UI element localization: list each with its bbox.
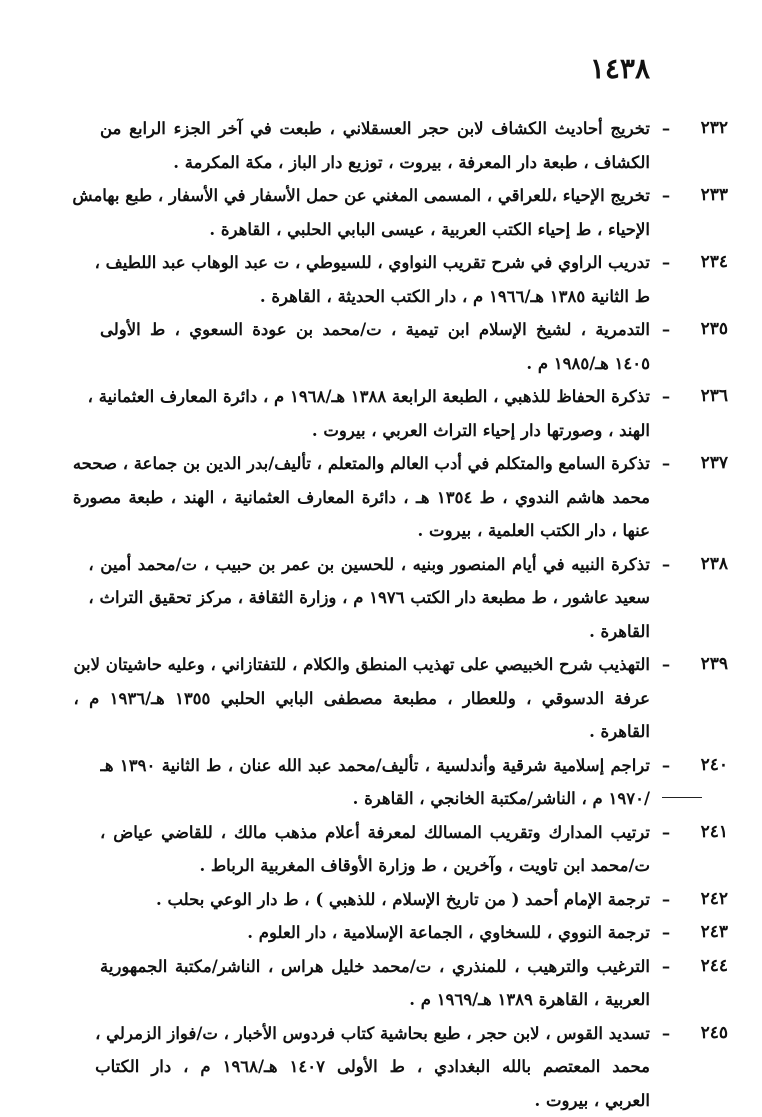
- entry-line: تذكرة الحفاظ للذهبي ، الطبعة الرابعة ١٣٨٨ هـ/١٩٦٨ م ، دائرة المعارف العثمانية ،: [88, 380, 650, 414]
- entry-line: تدريب الراوي في شرح تقريب النواوي ، للسيوطي ، ت عبد الوهاب عبد اللطيف ،: [95, 246, 650, 280]
- entry-number: ٢٤٣: [682, 916, 728, 950]
- entry-dash: –: [650, 380, 682, 414]
- entry-line: الكشاف ، طبعة دار المعرفة ، بيروت ، توزيع دار الباز ، مكة المكرمة .: [100, 146, 650, 180]
- entry-dash: –: [650, 179, 682, 213]
- entry-line: محمد هاشم الندوي ، ط ١٣٥٤ هـ ، دائرة المعارف العثمانية ، الهند ، طبعة مصورة: [73, 481, 650, 515]
- entry-line: ط الثانية ١٣٨٥ هـ/١٩٦٦ م ، دار الكتب الحديثة ، القاهرة .: [95, 280, 650, 314]
- entry-line: ترجمة النووي ، للسخاوي ، الجماعة الإسلامية ، دار العلوم .: [100, 916, 650, 950]
- entry-number: ٢٣٤: [682, 246, 728, 280]
- entry-text: [72, 179, 650, 246]
- entry-text: [100, 816, 650, 883]
- entry-dash: –: [650, 313, 682, 347]
- bibliography-entry: [100, 749, 728, 816]
- bibliography-entry: [100, 179, 728, 246]
- bibliography-entry: [100, 447, 728, 548]
- entry-dash: –: [650, 916, 682, 950]
- entry-dash: –: [650, 648, 682, 682]
- entry-line: الترغيب والترهيب ، للمنذري ، ت/محمد خليل هراس ، الناشر/مكتبة الجمهورية: [100, 950, 650, 984]
- entry-text: [73, 447, 650, 548]
- entry-line: تذكرة السامع والمتكلم في أدب العالم والمتعلم ، تأليف/بدر الدين بن جماعة ، صححه: [73, 447, 650, 481]
- entry-dash: –: [650, 447, 682, 481]
- bibliography-entry: [100, 1017, 728, 1117]
- entry-text: [95, 1017, 650, 1117]
- bibliography-entry: [100, 816, 728, 883]
- entry-text: [100, 749, 650, 816]
- entry-line: ت/محمد ابن تاويت ، وآخرين ، ط وزارة الأوقاف المغربية الرباط .: [100, 849, 650, 883]
- entry-line: التهذيب شرح الخبيصي على تهذيب المنطق والكلام ، للتفتازاني ، وعليه حاشيتان لابن: [73, 648, 650, 682]
- entry-line: تخريج أحاديث الكشاف لابن حجر العسقلاني ، طبعت في آخر الجزء الرابع من: [100, 112, 650, 146]
- entry-text: [100, 916, 650, 950]
- entry-line: التدمرية ، لشيخ الإسلام ابن تيمية ، ت/محمد بن عودة السعوي ، ط الأولى: [100, 313, 650, 347]
- entry-dash: –: [650, 816, 682, 850]
- bibliography-entry: [100, 246, 728, 313]
- entry-line: الهند ، وصورتها دار إحياء التراث العربي ، بيروت .: [88, 414, 650, 448]
- entry-dash: –: [650, 1017, 682, 1051]
- entry-line: تذكرة النبيه في أيام المنصور وبنيه ، للحسين بن عمر بن حبيب ، ت/محمد أمين ،: [88, 548, 650, 582]
- entry-line: القاهرة .: [73, 715, 650, 749]
- entry-number: ٢٣٥: [682, 313, 728, 347]
- page-number: ١٤٣٨: [590, 52, 650, 85]
- entry-text: [73, 648, 650, 749]
- bibliography-entry: [100, 648, 728, 749]
- bibliography-entry: [100, 112, 728, 179]
- entry-line: تراجم إسلامية شرقية وأندلسية ، تأليف/محمد عبد الله عنان ، ط الثانية ١٣٩٠ هـ: [100, 749, 650, 783]
- entry-text: [100, 950, 650, 1017]
- entry-line: العربي ، بيروت .: [95, 1084, 650, 1117]
- entry-dash: –: [650, 749, 682, 783]
- entry-number: ٢٣٢: [682, 112, 728, 146]
- entry-text: [88, 380, 650, 447]
- entry-line: العربية ، القاهرة ١٣٨٩ هـ/١٩٦٩ م .: [100, 983, 650, 1017]
- entry-line: القاهرة .: [88, 615, 650, 649]
- entry-number: ٢٣٩: [682, 648, 728, 682]
- entry-text: [88, 548, 650, 649]
- bibliography-entry: [100, 916, 728, 950]
- entry-line: الإحياء ، ط إحياء الكتب العربية ، عيسى البابي الحلبي ، القاهرة .: [72, 213, 650, 247]
- entry-dash: –: [650, 548, 682, 582]
- entry-number: ٢٤٥: [682, 1017, 728, 1051]
- entry-line: تخريج الإحياء ،للعراقي ، المسمى المغني عن حمل الأسفار في الأسفار ، طبع بهامش: [72, 179, 650, 213]
- entry-text: [95, 246, 650, 313]
- entry-text: [100, 313, 650, 380]
- entry-line: عرفة الدسوقي ، وللعطار ، مطبعة مصطفى البابي الحلبي ١٣٥٥ هـ/١٩٣٦ م ،: [73, 682, 650, 716]
- entry-line: ترجمة الإمام أحمد ( من تاريخ الإسلام ، للذهبي ) ، ط دار الوعي بحلب .: [100, 883, 650, 917]
- entry-number: ٢٤٢: [682, 883, 728, 917]
- entry-number: ٢٤١: [682, 816, 728, 850]
- entry-number: ٢٤٤: [682, 950, 728, 984]
- entry-dash: –: [650, 246, 682, 280]
- entry-line: تسديد القوس ، لابن حجر ، طبع بحاشية كتاب فردوس الأخبار ، ت/فواز الزمرلي ،: [95, 1017, 650, 1051]
- entry-line: /١٩٧٠ م ، الناشر/مكتبة الخانجي ، القاهرة .: [100, 782, 650, 816]
- entry-number: ٢٣٦: [682, 380, 728, 414]
- entry-line: سعيد عاشور ، ط مطبعة دار الكتب ١٩٧٦ م ، وزارة الثقافة ، مركز تحقيق التراث ،: [88, 581, 650, 615]
- bibliography-entry: [100, 950, 728, 1017]
- bibliography-entry: [100, 313, 728, 380]
- entry-number: ٢٤٠: [682, 749, 728, 783]
- entry-line: محمد المعتصم بالله البغدادي ، ط الأولى ١٤٠٧ هـ/١٩٦٨ م ، دار الكتاب: [95, 1050, 650, 1084]
- entry-dash: –: [650, 950, 682, 984]
- entry-dash: –: [650, 112, 682, 146]
- bibliography-list: [100, 112, 728, 1117]
- bibliography-entry: [100, 548, 728, 649]
- entry-dash: –: [650, 883, 682, 917]
- entry-number: ٢٣٨: [682, 548, 728, 582]
- bibliography-entry: [100, 380, 728, 447]
- entry-number: ٢٣٣: [682, 179, 728, 213]
- entry-line: ١٤٠٥ هـ/١٩٨٥ م .: [100, 347, 650, 381]
- bibliography-entry: [100, 883, 728, 917]
- entry-text: [100, 112, 650, 179]
- entry-line: عنها ، دار الكتب العلمية ، بيروت .: [73, 514, 650, 548]
- entry-number: ٢٣٧: [682, 447, 728, 481]
- entry-line: ترتيب المدارك وتقريب المسالك لمعرفة أعلام مذهب مالك ، للقاضي عياض ،: [100, 816, 650, 850]
- entry-text: [100, 883, 650, 917]
